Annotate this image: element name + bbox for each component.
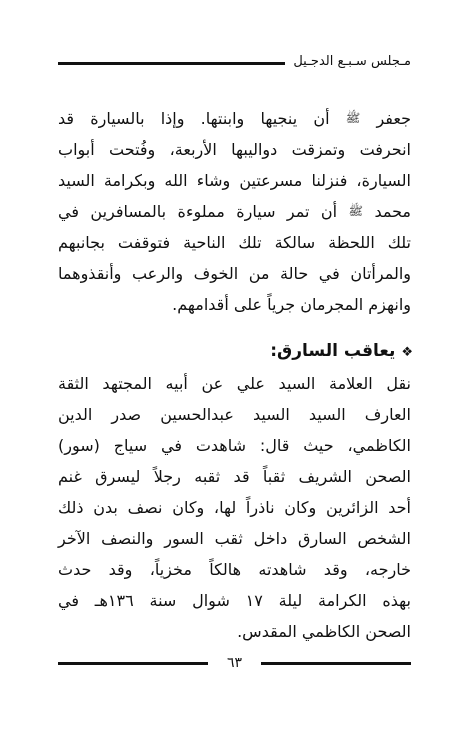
bullet-icon: ❖ [401, 345, 413, 360]
paragraph-line: تلك اللحظة سالكة تلك الناحية فتوقفت بجانبهم [58, 233, 411, 252]
section-heading [270, 337, 413, 367]
paragraph-line: العارف السيد السيد عبدالحسين صدر الدين [58, 405, 411, 424]
running-title: مـجلس سـبـع الدجـيل [293, 54, 411, 69]
paragraph-line: السيارة، فنزلنا مسرعتين وشاء الله وبكرامة السيد [58, 171, 411, 190]
paragraph-line: أحد الزائرين وكان ناذراً لها، وكان نصف بدن ذلك [58, 498, 411, 517]
page-footer [58, 652, 411, 676]
paragraph-line: انحرفت وتمزقت دواليبها الأربعة، وفُتحت أبواب [58, 140, 411, 159]
paragraph-line: محمد ﷺ أن تمر سيارة مملوءة بالمسافرين في [58, 202, 411, 221]
paragraph-rescue-story [58, 103, 411, 320]
honorific-symbol: ﷺ [348, 204, 364, 218]
page-number: ٦٣ [226, 655, 243, 671]
footer-rule-right [261, 662, 411, 665]
paragraph-line: الشخص السارق داخل ثقب السور والنصف الآخر [58, 529, 411, 548]
paragraph-line: الكاظمي، حيث قال: شاهدت في سياج (سور) [58, 436, 411, 455]
running-header [58, 52, 411, 78]
paragraph-thief-story [58, 368, 411, 647]
paragraph-line: وانهزم المجرمان جرياً على أقدامهم. [172, 295, 411, 314]
paragraph-line: جعفر ﷺ أن ينجيها وابنتها. وإذا بالسيارة قد [58, 109, 411, 128]
paragraph-line: والمرأتان في حالة من الخوف والرعب وأنقذوهما [58, 264, 411, 283]
paragraph-line: نقل العلامة السيد علي عن أبيه المجتهد الثقة [58, 374, 411, 393]
honorific-symbol: ﷺ [345, 111, 361, 125]
paragraph-line: خارجه، وقد شاهدته هالكاً مخزياً، وقد حدث [58, 560, 411, 579]
header-rule [58, 62, 285, 65]
section-heading-text: يعاقب السارق: [270, 341, 396, 361]
paragraph-line: بهذه الكرامة ليلة ١٧ شوال سنة ١٣٦هـ في [58, 591, 412, 610]
paragraph-line: الصحن الشريف ثقباً قد ثقبه رجلاً ليسرق غنم [58, 467, 411, 486]
paragraph-line: الصحن الكاظمي المقدس. [237, 622, 411, 641]
